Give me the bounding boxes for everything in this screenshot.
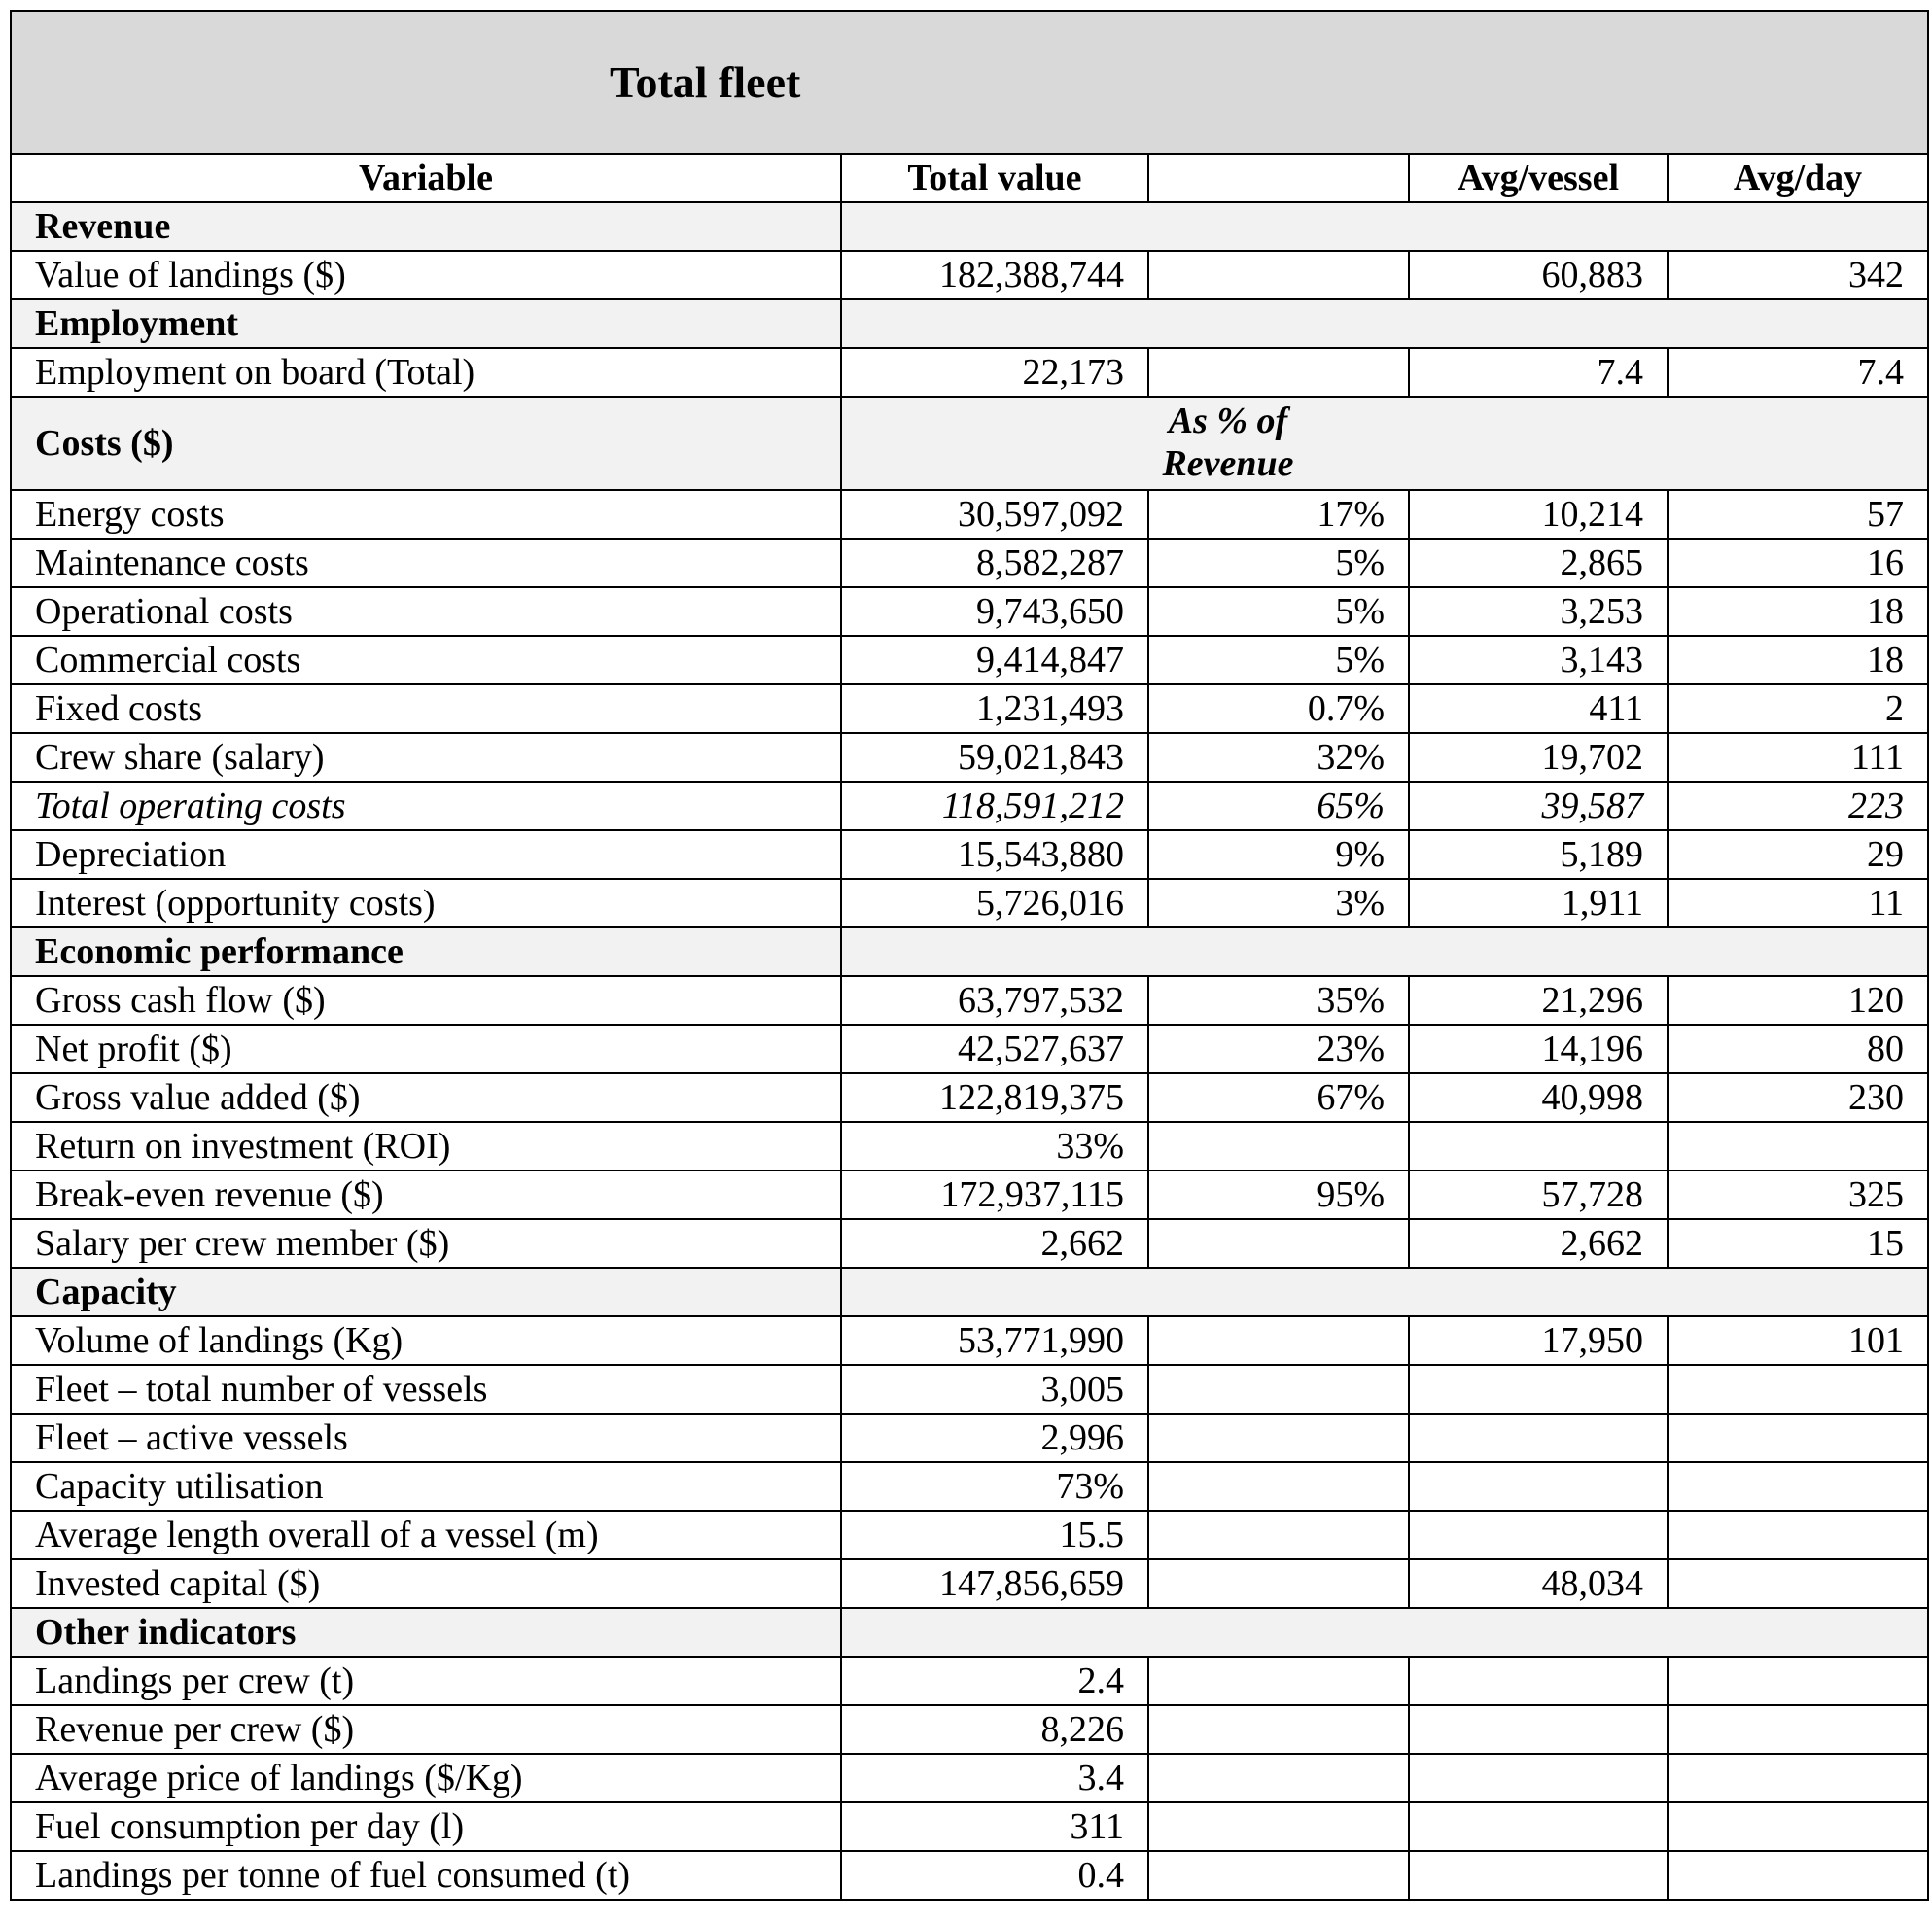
- row-avg-vessel: [1409, 1802, 1668, 1851]
- row-pct-of-revenue: 5%: [1148, 539, 1409, 587]
- employment-section-filler: [841, 299, 1928, 348]
- table-row: [11, 1414, 1928, 1462]
- header-avg-vessel: Avg/vessel: [1409, 154, 1668, 202]
- row-pct-of-revenue: 67%: [1148, 1073, 1409, 1122]
- row-label: Average length overall of a vessel (m): [11, 1511, 841, 1559]
- row-total-value: 30,597,092: [841, 490, 1148, 539]
- capacity-section-label: Capacity: [11, 1268, 841, 1316]
- row-total-value: 182,388,744: [841, 251, 1148, 299]
- row-label: Commercial costs: [11, 636, 841, 684]
- row-label: Total operating costs: [11, 782, 841, 830]
- row-avg-day: 7.4: [1668, 348, 1928, 397]
- row-total-value: 147,856,659: [841, 1559, 1148, 1608]
- row-total-value: 2,996: [841, 1414, 1148, 1462]
- row-label: Depreciation: [11, 830, 841, 879]
- row-total-value: 2,662: [841, 1219, 1148, 1268]
- total-fleet-table: [10, 10, 1929, 1901]
- row-label: Crew share (salary): [11, 733, 841, 782]
- row-total-value: 42,527,637: [841, 1025, 1148, 1073]
- row-total-value: 8,226: [841, 1705, 1148, 1754]
- table-row: [11, 587, 1928, 636]
- row-avg-day: [1668, 1122, 1928, 1170]
- table-row: [11, 1802, 1928, 1851]
- row-avg-day: 29: [1668, 830, 1928, 879]
- row-pct-of-revenue: [1148, 1802, 1409, 1851]
- row-avg-vessel: [1409, 1122, 1668, 1170]
- row-avg-day: 230: [1668, 1073, 1928, 1122]
- row-label: Fleet – active vessels: [11, 1414, 841, 1462]
- row-pct-of-revenue: 23%: [1148, 1025, 1409, 1073]
- row-avg-day: 18: [1668, 587, 1928, 636]
- row-pct-of-revenue: 17%: [1148, 490, 1409, 539]
- row-avg-day: 15: [1668, 1219, 1928, 1268]
- table-row: [11, 1559, 1928, 1608]
- row-avg-vessel: [1409, 1657, 1668, 1705]
- table-row: [11, 490, 1928, 539]
- pct-of-revenue-header-line1: As % of: [1168, 401, 1288, 441]
- row-avg-day: [1668, 1365, 1928, 1414]
- row-total-value: 3.4: [841, 1754, 1148, 1802]
- row-avg-vessel: 21,296: [1409, 976, 1668, 1025]
- row-avg-day: 223: [1668, 782, 1928, 830]
- row-avg-day: 18: [1668, 636, 1928, 684]
- row-avg-vessel: 40,998: [1409, 1073, 1668, 1122]
- row-avg-vessel: [1409, 1511, 1668, 1559]
- row-total-value: 118,591,212: [841, 782, 1148, 830]
- row-avg-vessel: 3,143: [1409, 636, 1668, 684]
- table-row: [11, 1511, 1928, 1559]
- row-label: Energy costs: [11, 490, 841, 539]
- row-avg-vessel: 57,728: [1409, 1170, 1668, 1219]
- row-pct-of-revenue: 95%: [1148, 1170, 1409, 1219]
- table-row: [11, 1705, 1928, 1754]
- row-pct-of-revenue: 65%: [1148, 782, 1409, 830]
- row-avg-day: 342: [1668, 251, 1928, 299]
- row-label: Interest (opportunity costs): [11, 879, 841, 927]
- row-avg-day: [1668, 1414, 1928, 1462]
- row-avg-vessel: 2,662: [1409, 1219, 1668, 1268]
- table-row: [11, 782, 1928, 830]
- pct-of-revenue-header: [1097, 400, 1359, 485]
- row-label: Gross value added ($): [11, 1073, 841, 1122]
- revenue-section-row: [11, 202, 1928, 251]
- row-avg-vessel: 411: [1409, 684, 1668, 733]
- economic-performance-section-filler: [841, 927, 1928, 976]
- header-total-value: Total value: [841, 154, 1148, 202]
- row-pct-of-revenue: [1148, 1511, 1409, 1559]
- row-avg-day: [1668, 1462, 1928, 1511]
- row-pct-of-revenue: [1148, 1754, 1409, 1802]
- table-row: [11, 1754, 1928, 1802]
- other-indicators-section-row: [11, 1608, 1928, 1657]
- table-row: [11, 1365, 1928, 1414]
- row-label: Volume of landings (Kg): [11, 1316, 841, 1365]
- row-label: Capacity utilisation: [11, 1462, 841, 1511]
- row-avg-day: 111: [1668, 733, 1928, 782]
- economic-performance-section-row: [11, 927, 1928, 976]
- row-avg-day: 101: [1668, 1316, 1928, 1365]
- table-row: [11, 251, 1928, 299]
- other-indicators-section-filler: [841, 1608, 1928, 1657]
- table-row: [11, 879, 1928, 927]
- table-row: [11, 1025, 1928, 1073]
- row-avg-vessel: [1409, 1414, 1668, 1462]
- row-pct-of-revenue: [1148, 348, 1409, 397]
- row-pct-of-revenue: [1148, 251, 1409, 299]
- row-total-value: 9,414,847: [841, 636, 1148, 684]
- row-total-value: 15,543,880: [841, 830, 1148, 879]
- row-pct-of-revenue: [1148, 1414, 1409, 1462]
- other-indicators-section-label: Other indicators: [11, 1608, 841, 1657]
- row-avg-vessel: 19,702: [1409, 733, 1668, 782]
- row-label: Return on investment (ROI): [11, 1122, 841, 1170]
- row-avg-vessel: 14,196: [1409, 1025, 1668, 1073]
- row-avg-day: 80: [1668, 1025, 1928, 1073]
- row-pct-of-revenue: 32%: [1148, 733, 1409, 782]
- row-pct-of-revenue: 9%: [1148, 830, 1409, 879]
- costs-section-filler: [841, 397, 1928, 490]
- row-total-value: 63,797,532: [841, 976, 1148, 1025]
- row-avg-day: 325: [1668, 1170, 1928, 1219]
- row-avg-day: [1668, 1511, 1928, 1559]
- revenue-section-filler: [841, 202, 1928, 251]
- row-pct-of-revenue: 35%: [1148, 976, 1409, 1025]
- row-avg-day: [1668, 1559, 1928, 1608]
- row-label: Fleet – total number of vessels: [11, 1365, 841, 1414]
- header-variable: Variable: [11, 154, 841, 202]
- row-avg-day: 120: [1668, 976, 1928, 1025]
- row-avg-day: [1668, 1705, 1928, 1754]
- row-avg-vessel: 1,911: [1409, 879, 1668, 927]
- table-row: [11, 636, 1928, 684]
- row-avg-vessel: [1409, 1365, 1668, 1414]
- row-avg-vessel: 10,214: [1409, 490, 1668, 539]
- row-label: Salary per crew member ($): [11, 1219, 841, 1268]
- row-total-value: 311: [841, 1802, 1148, 1851]
- row-avg-day: 11: [1668, 879, 1928, 927]
- header-pct: [1148, 154, 1409, 202]
- total-fleet-table-container: [10, 10, 1927, 1901]
- row-total-value: 3,005: [841, 1365, 1148, 1414]
- row-total-value: 15.5: [841, 1511, 1148, 1559]
- table-row: [11, 539, 1928, 587]
- row-label: Invested capital ($): [11, 1559, 841, 1608]
- row-label: Landings per tonne of fuel consumed (t): [11, 1851, 841, 1900]
- row-total-value: 5,726,016: [841, 879, 1148, 927]
- table-row: [11, 733, 1928, 782]
- row-avg-day: 57: [1668, 490, 1928, 539]
- row-avg-day: [1668, 1851, 1928, 1900]
- row-pct-of-revenue: 3%: [1148, 879, 1409, 927]
- row-label: Landings per crew (t): [11, 1657, 841, 1705]
- costs-section-label: Costs ($): [11, 397, 841, 490]
- row-total-value: 172,937,115: [841, 1170, 1148, 1219]
- employment-section-label: Employment: [11, 299, 841, 348]
- revenue-section-label: Revenue: [11, 202, 841, 251]
- header-avg-day: Avg/day: [1668, 154, 1928, 202]
- row-label: Gross cash flow ($): [11, 976, 841, 1025]
- row-avg-vessel: 39,587: [1409, 782, 1668, 830]
- pct-of-revenue-header-line2: Revenue: [1162, 443, 1294, 484]
- table-row: [11, 830, 1928, 879]
- row-avg-vessel: 2,865: [1409, 539, 1668, 587]
- row-pct-of-revenue: [1148, 1705, 1409, 1754]
- table-row: [11, 1219, 1928, 1268]
- row-label: Revenue per crew ($): [11, 1705, 841, 1754]
- economic-performance-section-label: Economic performance: [11, 927, 841, 976]
- row-label: Operational costs: [11, 587, 841, 636]
- row-total-value: 1,231,493: [841, 684, 1148, 733]
- row-pct-of-revenue: 5%: [1148, 587, 1409, 636]
- row-total-value: 73%: [841, 1462, 1148, 1511]
- row-pct-of-revenue: [1148, 1316, 1409, 1365]
- row-avg-vessel: 17,950: [1409, 1316, 1668, 1365]
- row-total-value: 0.4: [841, 1851, 1148, 1900]
- row-avg-vessel: 7.4: [1409, 348, 1668, 397]
- row-pct-of-revenue: 0.7%: [1148, 684, 1409, 733]
- row-pct-of-revenue: 5%: [1148, 636, 1409, 684]
- table-title: Total fleet: [11, 11, 1928, 154]
- table-row: [11, 1462, 1928, 1511]
- row-avg-vessel: 5,189: [1409, 830, 1668, 879]
- row-total-value: 53,771,990: [841, 1316, 1148, 1365]
- row-avg-vessel: 60,883: [1409, 251, 1668, 299]
- row-avg-vessel: [1409, 1462, 1668, 1511]
- table-row: [11, 1316, 1928, 1365]
- row-pct-of-revenue: [1148, 1462, 1409, 1511]
- row-avg-vessel: 3,253: [1409, 587, 1668, 636]
- table-row: [11, 684, 1928, 733]
- header-row: [11, 154, 1928, 202]
- row-total-value: 9,743,650: [841, 587, 1148, 636]
- employment-section-row: [11, 299, 1928, 348]
- row-label: Break-even revenue ($): [11, 1170, 841, 1219]
- table-row: [11, 348, 1928, 397]
- capacity-section-row: [11, 1268, 1928, 1316]
- table-row: [11, 1073, 1928, 1122]
- row-avg-vessel: [1409, 1754, 1668, 1802]
- row-pct-of-revenue: [1148, 1559, 1409, 1608]
- table-row: [11, 1851, 1928, 1900]
- row-total-value: 22,173: [841, 348, 1148, 397]
- row-label: Maintenance costs: [11, 539, 841, 587]
- row-avg-day: 16: [1668, 539, 1928, 587]
- table-row: [11, 1122, 1928, 1170]
- row-label: Net profit ($): [11, 1025, 841, 1073]
- row-avg-day: 2: [1668, 684, 1928, 733]
- row-label: Value of landings ($): [11, 251, 841, 299]
- row-total-value: 8,582,287: [841, 539, 1148, 587]
- row-label: Fixed costs: [11, 684, 841, 733]
- row-pct-of-revenue: [1148, 1219, 1409, 1268]
- row-total-value: 59,021,843: [841, 733, 1148, 782]
- row-label: Fuel consumption per day (l): [11, 1802, 841, 1851]
- row-label: Employment on board (Total): [11, 348, 841, 397]
- row-total-value: 122,819,375: [841, 1073, 1148, 1122]
- row-avg-vessel: 48,034: [1409, 1559, 1668, 1608]
- row-pct-of-revenue: [1148, 1657, 1409, 1705]
- row-avg-day: [1668, 1657, 1928, 1705]
- row-avg-day: [1668, 1754, 1928, 1802]
- row-pct-of-revenue: [1148, 1122, 1409, 1170]
- table-row: [11, 1170, 1928, 1219]
- costs-section-row: [11, 397, 1928, 490]
- row-total-value: 2.4: [841, 1657, 1148, 1705]
- table-row: [11, 1657, 1928, 1705]
- row-total-value: 33%: [841, 1122, 1148, 1170]
- table-row: [11, 976, 1928, 1025]
- row-avg-vessel: [1409, 1851, 1668, 1900]
- row-pct-of-revenue: [1148, 1365, 1409, 1414]
- row-pct-of-revenue: [1148, 1851, 1409, 1900]
- row-label: Average price of landings ($/Kg): [11, 1754, 841, 1802]
- capacity-section-filler: [841, 1268, 1928, 1316]
- row-avg-day: [1668, 1802, 1928, 1851]
- row-avg-vessel: [1409, 1705, 1668, 1754]
